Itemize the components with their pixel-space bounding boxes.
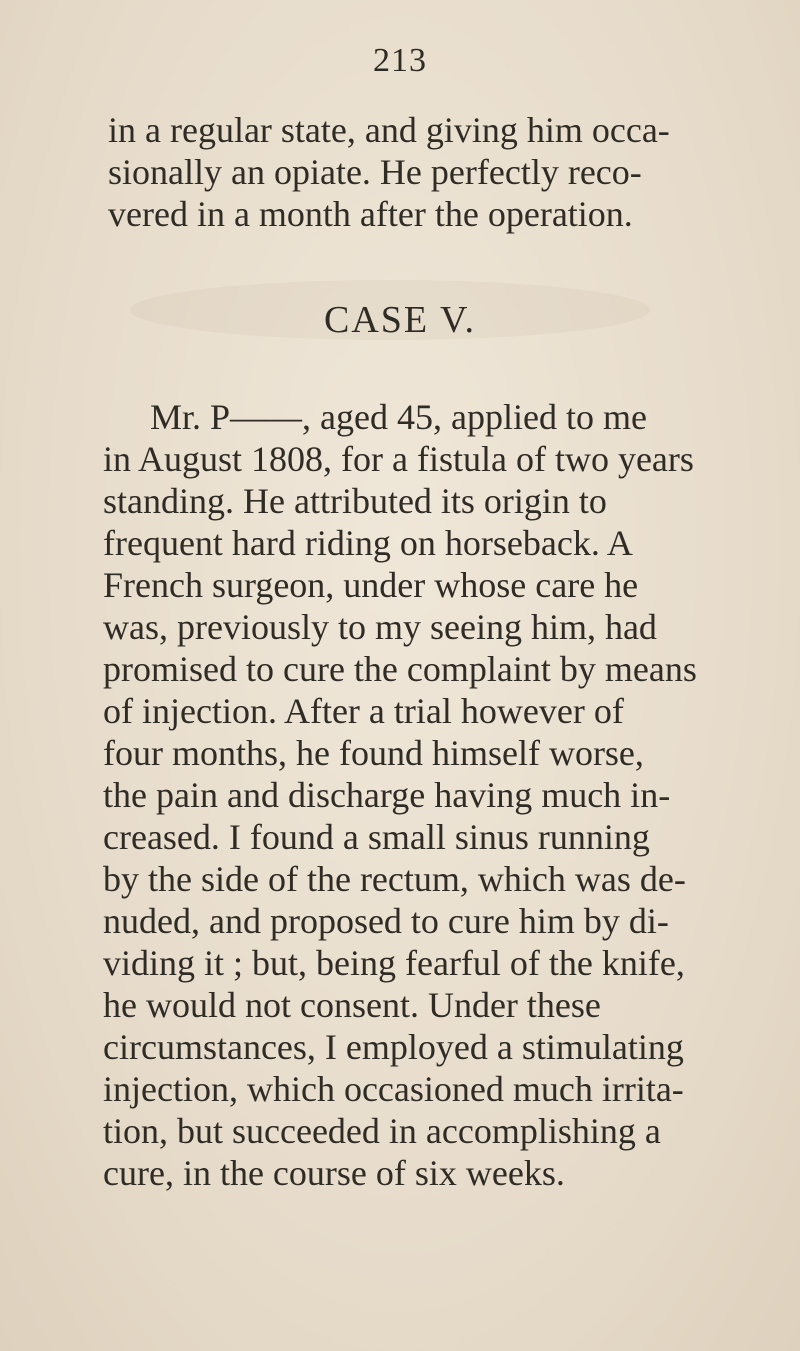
paragraph-line: frequent hard riding on horseback. A xyxy=(103,523,633,563)
paragraph-line: of injection. After a trial however of xyxy=(103,691,624,731)
paragraph-line: he would not consent. Under these xyxy=(103,985,601,1025)
paragraph-line: French surgeon, under whose care he xyxy=(103,565,639,605)
paragraph-line: standing. He attributed its origin to xyxy=(103,481,607,521)
case-heading: CASE V. xyxy=(324,299,476,341)
paragraph-line: by the side of the rectum, which was de- xyxy=(103,859,686,899)
paragraph-line: was, previously to my seeing him, had xyxy=(103,607,657,647)
paragraph-line: nuded, and proposed to cure him by di- xyxy=(103,901,669,941)
paragraph-line: viding it ; but, being fearful of the knife, xyxy=(103,943,685,983)
page-number: 213 xyxy=(373,42,427,79)
intro-line: vered in a month after the operation. xyxy=(108,194,633,234)
paragraph-line: four months, he found himself worse, xyxy=(103,733,644,773)
paragraph-line: Mr. P——, aged 45, applied to me xyxy=(150,397,647,437)
paragraph-line: creased. I found a small sinus running xyxy=(103,817,650,857)
paragraph-line: promised to cure the complaint by means xyxy=(103,649,697,689)
intro-line: in a regular state, and giving him occa- xyxy=(108,110,670,150)
paragraph-line: the pain and discharge having much in- xyxy=(103,775,671,815)
paragraph-line: injection, which occasioned much irrita- xyxy=(103,1069,684,1109)
paragraph-line: tion, but succeeded in accomplishing a xyxy=(103,1111,661,1151)
paragraph-line: cure, in the course of six weeks. xyxy=(103,1153,565,1193)
intro-line: sionally an opiate. He perfectly reco- xyxy=(108,152,642,192)
paragraph-line: circumstances, I employed a stimulating xyxy=(103,1027,684,1067)
paragraph-line: in August 1808, for a fistula of two years xyxy=(103,439,694,479)
